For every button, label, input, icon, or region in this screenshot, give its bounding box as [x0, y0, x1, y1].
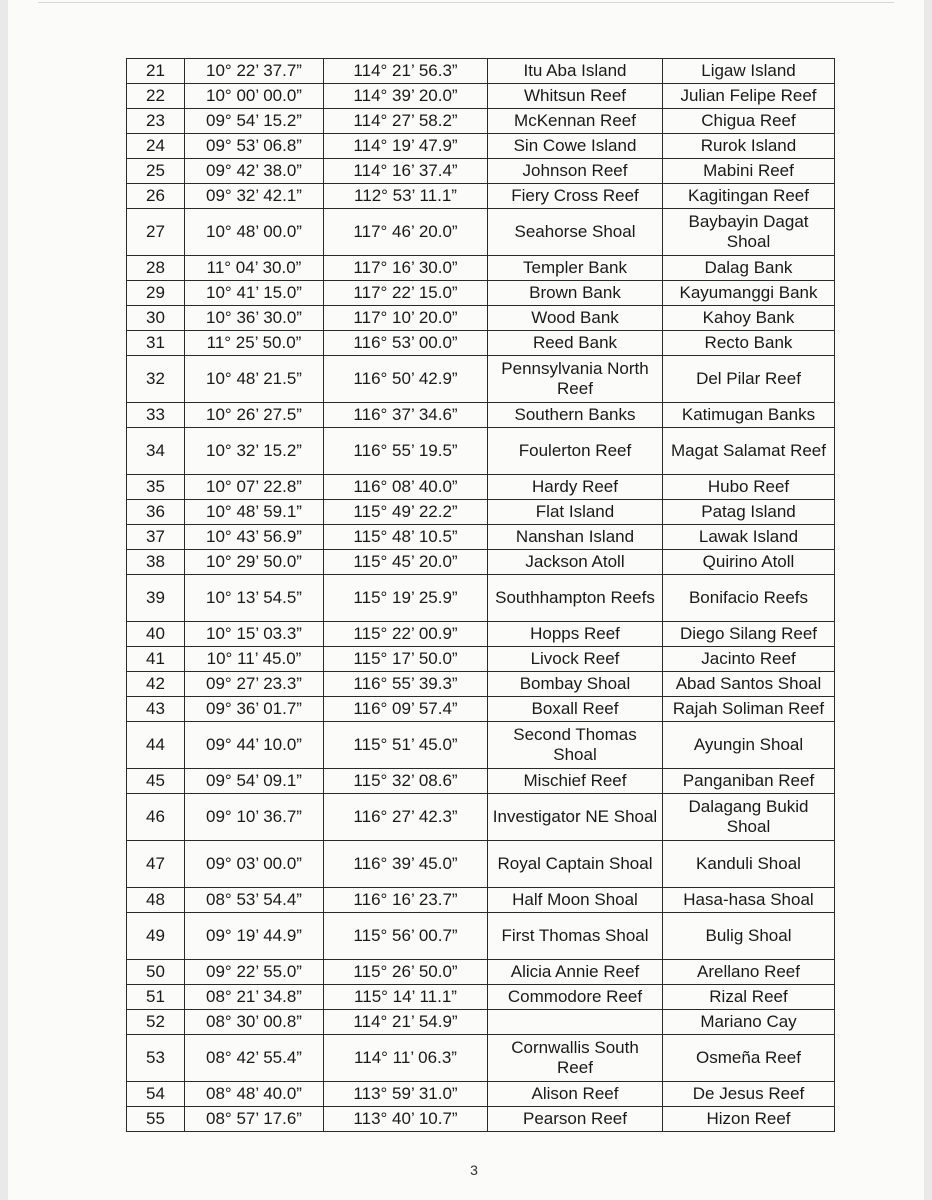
philippine-name-cell: Osmeña Reef — [663, 1035, 835, 1082]
page-top-rule — [38, 2, 894, 3]
latitude-cell: 10° 11’ 45.0” — [185, 647, 324, 672]
philippine-name-cell: Hubo Reef — [663, 475, 835, 500]
longitude-cell: 116° 27’ 42.3” — [324, 794, 488, 841]
table-row — [127, 672, 835, 697]
latitude-cell: 10° 29’ 50.0” — [185, 550, 324, 575]
document-page — [8, 0, 924, 1200]
row-number: 29 — [127, 281, 185, 306]
row-number: 48 — [127, 888, 185, 913]
philippine-name-cell: Quirino Atoll — [663, 550, 835, 575]
latitude-cell: 10° 43’ 56.9” — [185, 525, 324, 550]
feature-name-cell: Itu Aba Island — [488, 59, 663, 84]
philippine-name-cell: Bonifacio Reefs — [663, 575, 835, 622]
longitude-cell: 114° 21’ 56.3” — [324, 59, 488, 84]
latitude-cell: 08° 21’ 34.8” — [185, 985, 324, 1010]
latitude-cell: 10° 41’ 15.0” — [185, 281, 324, 306]
table-row — [127, 622, 835, 647]
philippine-name-cell: Diego Silang Reef — [663, 622, 835, 647]
longitude-cell: 112° 53’ 11.1” — [324, 184, 488, 209]
philippine-name-cell: Patag Island — [663, 500, 835, 525]
row-number: 32 — [127, 356, 185, 403]
page-number: 3 — [470, 1162, 478, 1178]
row-number: 22 — [127, 84, 185, 109]
feature-name-cell: Half Moon Shoal — [488, 888, 663, 913]
longitude-cell: 117° 22’ 15.0” — [324, 281, 488, 306]
table-row — [127, 159, 835, 184]
longitude-cell: 115° 26’ 50.0” — [324, 960, 488, 985]
philippine-name-cell: Recto Bank — [663, 331, 835, 356]
latitude-cell: 11° 04’ 30.0” — [185, 256, 324, 281]
longitude-cell: 115° 56’ 00.7” — [324, 913, 488, 960]
philippine-name-cell: Rizal Reef — [663, 985, 835, 1010]
philippine-name-cell: Jacinto Reef — [663, 647, 835, 672]
latitude-cell: 10° 22’ 37.7” — [185, 59, 324, 84]
table-row — [127, 1082, 835, 1107]
latitude-cell: 09° 19’ 44.9” — [185, 913, 324, 960]
row-number: 28 — [127, 256, 185, 281]
table-row — [127, 428, 835, 475]
feature-name-cell: Foulerton Reef — [488, 428, 663, 475]
row-number: 45 — [127, 769, 185, 794]
table-row — [127, 841, 835, 888]
table-row — [127, 209, 835, 256]
row-number: 21 — [127, 59, 185, 84]
latitude-cell: 10° 26’ 27.5” — [185, 403, 324, 428]
feature-name-cell — [488, 1010, 663, 1035]
feature-name-cell: Johnson Reef — [488, 159, 663, 184]
latitude-cell: 09° 36’ 01.7” — [185, 697, 324, 722]
table-row — [127, 59, 835, 84]
philippine-name-cell: Hizon Reef — [663, 1107, 835, 1132]
philippine-name-cell: Kagitingan Reef — [663, 184, 835, 209]
row-number: 44 — [127, 722, 185, 769]
latitude-cell: 09° 44’ 10.0” — [185, 722, 324, 769]
row-number: 55 — [127, 1107, 185, 1132]
row-number: 53 — [127, 1035, 185, 1082]
longitude-cell: 116° 39’ 45.0” — [324, 841, 488, 888]
table-row — [127, 722, 835, 769]
row-number: 24 — [127, 134, 185, 159]
table-row — [127, 550, 835, 575]
longitude-cell: 115° 19’ 25.9” — [324, 575, 488, 622]
feature-name-cell: Reed Bank — [488, 331, 663, 356]
row-number: 36 — [127, 500, 185, 525]
philippine-name-cell: Mabini Reef — [663, 159, 835, 184]
feature-name-cell: Mischief Reef — [488, 769, 663, 794]
row-number: 46 — [127, 794, 185, 841]
latitude-cell: 08° 53’ 54.4” — [185, 888, 324, 913]
longitude-cell: 115° 51’ 45.0” — [324, 722, 488, 769]
latitude-cell: 10° 00’ 00.0” — [185, 84, 324, 109]
longitude-cell: 116° 53’ 00.0” — [324, 331, 488, 356]
philippine-name-cell: Ayungin Shoal — [663, 722, 835, 769]
table-row — [127, 256, 835, 281]
row-number: 41 — [127, 647, 185, 672]
longitude-cell: 115° 48’ 10.5” — [324, 525, 488, 550]
latitude-cell: 09° 03’ 00.0” — [185, 841, 324, 888]
table-row — [127, 525, 835, 550]
feature-name-cell: Nanshan Island — [488, 525, 663, 550]
latitude-cell: 11° 25’ 50.0” — [185, 331, 324, 356]
longitude-cell: 115° 32’ 08.6” — [324, 769, 488, 794]
longitude-cell: 115° 17’ 50.0” — [324, 647, 488, 672]
longitude-cell: 116° 09’ 57.4” — [324, 697, 488, 722]
philippine-name-cell: Dalagang Bukid Shoal — [663, 794, 835, 841]
philippine-name-cell: Panganiban Reef — [663, 769, 835, 794]
longitude-cell: 114° 11’ 06.3” — [324, 1035, 488, 1082]
feature-name-cell: Livock Reef — [488, 647, 663, 672]
feature-name-cell: Pearson Reef — [488, 1107, 663, 1132]
row-number: 37 — [127, 525, 185, 550]
philippine-name-cell: Rajah Soliman Reef — [663, 697, 835, 722]
latitude-cell: 09° 32’ 42.1” — [185, 184, 324, 209]
philippine-name-cell: De Jesus Reef — [663, 1082, 835, 1107]
feature-name-cell: Templer Bank — [488, 256, 663, 281]
philippine-name-cell: Del Pilar Reef — [663, 356, 835, 403]
row-number: 52 — [127, 1010, 185, 1035]
table-row — [127, 84, 835, 109]
philippine-name-cell: Lawak Island — [663, 525, 835, 550]
longitude-cell: 117° 10’ 20.0” — [324, 306, 488, 331]
feature-name-cell: First Thomas Shoal — [488, 913, 663, 960]
latitude-cell: 09° 27’ 23.3” — [185, 672, 324, 697]
latitude-cell: 09° 54’ 15.2” — [185, 109, 324, 134]
row-number: 39 — [127, 575, 185, 622]
feature-name-cell: Pennsylvania North Reef — [488, 356, 663, 403]
table-row — [127, 1035, 835, 1082]
feature-name-cell: Southhampton Reefs — [488, 575, 663, 622]
table-row — [127, 1107, 835, 1132]
longitude-cell: 116° 55’ 19.5” — [324, 428, 488, 475]
philippine-name-cell: Abad Santos Shoal — [663, 672, 835, 697]
longitude-cell: 115° 22’ 00.9” — [324, 622, 488, 647]
feature-name-cell: Jackson Atoll — [488, 550, 663, 575]
latitude-cell: 10° 15’ 03.3” — [185, 622, 324, 647]
table-row — [127, 1010, 835, 1035]
philippine-name-cell: Mariano Cay — [663, 1010, 835, 1035]
feature-name-cell: Hopps Reef — [488, 622, 663, 647]
longitude-cell: 116° 55’ 39.3” — [324, 672, 488, 697]
table-row — [127, 769, 835, 794]
feature-name-cell: Fiery Cross Reef — [488, 184, 663, 209]
row-number: 34 — [127, 428, 185, 475]
latitude-cell: 09° 53’ 06.8” — [185, 134, 324, 159]
table-row — [127, 403, 835, 428]
feature-name-cell: Sin Cowe Island — [488, 134, 663, 159]
longitude-cell: 114° 19’ 47.9” — [324, 134, 488, 159]
feature-name-cell: Boxall Reef — [488, 697, 663, 722]
philippine-name-cell: Magat Salamat Reef — [663, 428, 835, 475]
feature-name-cell: Southern Banks — [488, 403, 663, 428]
feature-name-cell: Flat Island — [488, 500, 663, 525]
table-row — [127, 134, 835, 159]
feature-name-cell: Seahorse Shoal — [488, 209, 663, 256]
row-number: 38 — [127, 550, 185, 575]
latitude-cell: 10° 48’ 21.5” — [185, 356, 324, 403]
feature-name-cell: Whitsun Reef — [488, 84, 663, 109]
longitude-cell: 113° 59’ 31.0” — [324, 1082, 488, 1107]
latitude-cell: 08° 30’ 00.8” — [185, 1010, 324, 1035]
philippine-name-cell: Chigua Reef — [663, 109, 835, 134]
feature-name-cell: McKennan Reef — [488, 109, 663, 134]
row-number: 35 — [127, 475, 185, 500]
longitude-cell: 117° 16’ 30.0” — [324, 256, 488, 281]
latitude-cell: 10° 07’ 22.8” — [185, 475, 324, 500]
longitude-cell: 116° 50’ 42.9” — [324, 356, 488, 403]
longitude-cell: 113° 40’ 10.7” — [324, 1107, 488, 1132]
feature-name-cell: Cornwallis South Reef — [488, 1035, 663, 1082]
feature-name-cell: Bombay Shoal — [488, 672, 663, 697]
row-number: 33 — [127, 403, 185, 428]
feature-name-cell: Second Thomas Shoal — [488, 722, 663, 769]
table-row — [127, 647, 835, 672]
latitude-cell: 08° 48’ 40.0” — [185, 1082, 324, 1107]
longitude-cell: 115° 49’ 22.2” — [324, 500, 488, 525]
row-number: 51 — [127, 985, 185, 1010]
latitude-cell: 10° 13’ 54.5” — [185, 575, 324, 622]
philippine-name-cell: Dalag Bank — [663, 256, 835, 281]
philippine-name-cell: Arellano Reef — [663, 960, 835, 985]
table-row — [127, 184, 835, 209]
longitude-cell: 114° 21’ 54.9” — [324, 1010, 488, 1035]
feature-name-cell: Royal Captain Shoal — [488, 841, 663, 888]
feature-name-cell: Alicia Annie Reef — [488, 960, 663, 985]
table-row — [127, 888, 835, 913]
philippine-name-cell: Baybayin Dagat Shoal — [663, 209, 835, 256]
row-number: 23 — [127, 109, 185, 134]
row-number: 42 — [127, 672, 185, 697]
row-number: 31 — [127, 331, 185, 356]
row-number: 47 — [127, 841, 185, 888]
latitude-cell: 09° 22’ 55.0” — [185, 960, 324, 985]
philippine-name-cell: Katimugan Banks — [663, 403, 835, 428]
table-row — [127, 281, 835, 306]
row-number: 49 — [127, 913, 185, 960]
table-row — [127, 985, 835, 1010]
philippine-name-cell: Rurok Island — [663, 134, 835, 159]
latitude-cell: 08° 42’ 55.4” — [185, 1035, 324, 1082]
table-row — [127, 697, 835, 722]
longitude-cell: 116° 37’ 34.6” — [324, 403, 488, 428]
philippine-name-cell: Kayumanggi Bank — [663, 281, 835, 306]
table-row — [127, 475, 835, 500]
feature-name-cell: Hardy Reef — [488, 475, 663, 500]
longitude-cell: 114° 39’ 20.0” — [324, 84, 488, 109]
longitude-cell: 115° 45’ 20.0” — [324, 550, 488, 575]
row-number: 40 — [127, 622, 185, 647]
coordinates-table — [126, 58, 835, 1132]
coordinates-table-body — [127, 59, 835, 1132]
longitude-cell: 115° 14’ 11.1” — [324, 985, 488, 1010]
longitude-cell: 114° 27’ 58.2” — [324, 109, 488, 134]
table-row — [127, 109, 835, 134]
philippine-name-cell: Hasa-hasa Shoal — [663, 888, 835, 913]
table-row — [127, 500, 835, 525]
row-number: 27 — [127, 209, 185, 256]
latitude-cell: 10° 32’ 15.2” — [185, 428, 324, 475]
feature-name-cell: Alison Reef — [488, 1082, 663, 1107]
philippine-name-cell: Kahoy Bank — [663, 306, 835, 331]
row-number: 50 — [127, 960, 185, 985]
row-number: 43 — [127, 697, 185, 722]
feature-name-cell: Investigator NE Shoal — [488, 794, 663, 841]
philippine-name-cell: Kanduli Shoal — [663, 841, 835, 888]
feature-name-cell: Brown Bank — [488, 281, 663, 306]
longitude-cell: 114° 16’ 37.4” — [324, 159, 488, 184]
longitude-cell: 117° 46’ 20.0” — [324, 209, 488, 256]
latitude-cell: 09° 10’ 36.7” — [185, 794, 324, 841]
table-row — [127, 575, 835, 622]
table-row — [127, 960, 835, 985]
table-row — [127, 913, 835, 960]
latitude-cell: 09° 42’ 38.0” — [185, 159, 324, 184]
latitude-cell: 10° 48’ 59.1” — [185, 500, 324, 525]
row-number: 30 — [127, 306, 185, 331]
philippine-name-cell: Ligaw Island — [663, 59, 835, 84]
philippine-name-cell: Julian Felipe Reef — [663, 84, 835, 109]
feature-name-cell: Wood Bank — [488, 306, 663, 331]
latitude-cell: 10° 48’ 00.0” — [185, 209, 324, 256]
row-number: 26 — [127, 184, 185, 209]
latitude-cell: 09° 54’ 09.1” — [185, 769, 324, 794]
longitude-cell: 116° 08’ 40.0” — [324, 475, 488, 500]
latitude-cell: 08° 57’ 17.6” — [185, 1107, 324, 1132]
table-row — [127, 356, 835, 403]
row-number: 25 — [127, 159, 185, 184]
longitude-cell: 116° 16’ 23.7” — [324, 888, 488, 913]
table-row — [127, 331, 835, 356]
philippine-name-cell: Bulig Shoal — [663, 913, 835, 960]
latitude-cell: 10° 36’ 30.0” — [185, 306, 324, 331]
row-number: 54 — [127, 1082, 185, 1107]
table-row — [127, 794, 835, 841]
table-row — [127, 306, 835, 331]
feature-name-cell: Commodore Reef — [488, 985, 663, 1010]
